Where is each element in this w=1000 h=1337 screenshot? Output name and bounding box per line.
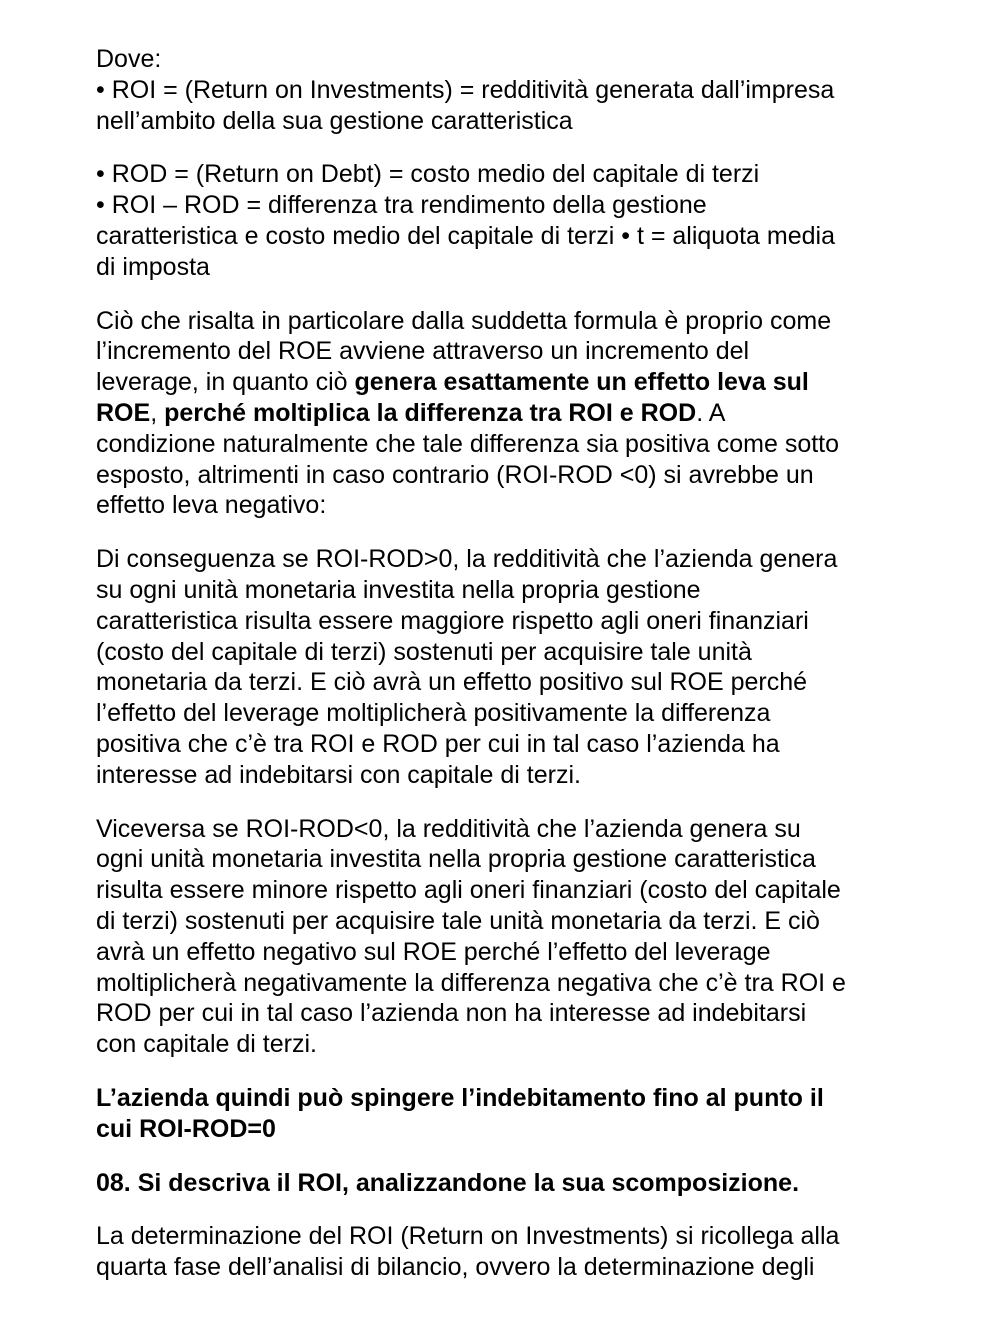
text-line: La determinazione del ROI (Return on Investments) si ricollega alla [96, 1222, 840, 1251]
text-line: effetto leva negativo: [96, 491, 327, 520]
text-line: ogni unità monetaria investita nella propria gestione caratteristica [96, 845, 816, 874]
text-line: quarta fase dell’analisi di bilancio, ovvero la determinazione degli [96, 1253, 815, 1282]
text-line: monetaria da terzi. E ciò avrà un effetto positivo sul ROE perché [96, 668, 808, 697]
text-line: con capitale di terzi. [96, 1030, 317, 1059]
document-page [96, 44, 916, 1283]
text-line: l’incremento del ROE avviene attraverso un incremento del [96, 337, 750, 366]
text-line: caratteristica risulta essere maggiore rispetto agli oneri finanziari [96, 606, 809, 635]
paragraph-leverage-effect [96, 306, 916, 522]
text-line: ROD per cui in tal caso l’azienda non ha interesse ad indebitarsi [96, 999, 807, 1028]
text-segment: , [150, 398, 165, 427]
paragraph-negative-spread [96, 814, 916, 1060]
section-heading [96, 1168, 916, 1199]
text-line: avrà un effetto negativo sul ROE perché l’effetto del leverage [96, 937, 771, 966]
text-segment: leverage, in quanto ciò [96, 368, 355, 397]
text-line: nell’ambito della sua gestione caratteristica [96, 106, 573, 135]
text-line: Ciò che risalta in particolare dalla suddetta formula è proprio come [96, 306, 832, 335]
text-line: (costo del capitale di terzi) sostenuti per acquisire tale unità [96, 637, 752, 666]
text-line: • ROD = (Return on Debt) = costo medio del capitale di terzi [96, 160, 760, 189]
text-line: interesse ad indebitarsi con capitale di terzi. [96, 760, 581, 789]
text-line: Di conseguenza se ROI-ROD>0, la redditività che l’azienda genera [96, 545, 838, 574]
text-line [96, 367, 916, 398]
text-line: esposto, altrimenti in caso contrario (ROI-ROD <0) si avrebbe un [96, 460, 814, 489]
paragraph-roi-intro [96, 1221, 916, 1283]
bold-text: genera esattamente un effetto leva sul [354, 368, 809, 397]
bold-text: perché moltiplica la differenza tra ROI e ROD [164, 398, 697, 427]
paragraph-positive-spread [96, 544, 916, 790]
paragraph-conclusion-bold [96, 1083, 916, 1145]
text-line: di terzi) sostenuti per acquisire tale unità monetaria da terzi. E ciò [96, 906, 820, 935]
text-line: risulta essere minore rispetto agli oneri finanziari (costo del capitale [96, 876, 841, 905]
bold-text-line: cui ROI-ROD=0 [96, 1114, 276, 1143]
heading-text: 08. Si descriva il ROI, analizzandone la sua scomposizione. [96, 1168, 800, 1197]
text-line: condizione naturalmente che tale differenza sia positiva come sotto [96, 429, 840, 458]
text-line: Dove: [96, 45, 162, 73]
text-line: l’effetto del leverage moltiplicherà positivamente la differenza [96, 699, 771, 728]
text-line: su ogni unità monetaria investita nella propria gestione [96, 575, 701, 604]
bold-text: ROE [96, 398, 151, 427]
text-line: • ROI = (Return on Investments) = redditività generata dall’impresa [96, 75, 835, 104]
paragraph-definitions-roi [96, 44, 916, 136]
bold-text-line: L’azienda quindi può spingere l’indebitamento fino al punto il [96, 1083, 824, 1112]
text-line: moltiplicherà negativamente la differenza negativa che c’è tra ROI e [96, 968, 846, 997]
text-segment: . A [696, 398, 726, 427]
paragraph-definitions-rod [96, 159, 916, 282]
text-line: caratteristica e costo medio del capitale di terzi • t = aliquota media [96, 221, 835, 250]
text-line: Viceversa se ROI-ROD<0, la redditività che l’azienda genera su [96, 814, 801, 843]
text-line: di imposta [96, 252, 210, 281]
text-line: positiva che c’è tra ROI e ROD per cui in tal caso l’azienda ha [96, 729, 780, 758]
text-line [96, 398, 916, 429]
text-line: • ROI – ROD = differenza tra rendimento della gestione [96, 191, 707, 220]
